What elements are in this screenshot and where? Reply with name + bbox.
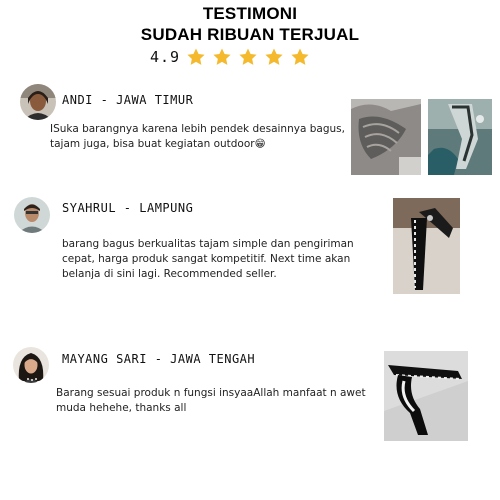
testimonial-text: Barang sesuai produk n fungsi insyaaAllah manfaat n awet muda hehehe, thanks all (56, 387, 366, 414)
testimonial-text: barang bagus berkualitas tajam simple dan pengiriman cepat, harga produk sangat kompetitif. Next time akan belanja di sini lagi. Recommended seller. (62, 238, 354, 280)
star-icon (290, 47, 310, 67)
star-icon (264, 47, 284, 67)
testimonial-text: ISuka barangnya karena lebih pendek desainnya bagus, tajam juga, bisa buat kegiatan outdoor😁 (50, 123, 345, 150)
product-photo (393, 198, 460, 294)
testimonial-name: MAYANG SARI - JAWA TENGAH (62, 352, 256, 366)
star-icon (186, 47, 206, 67)
rating-row (150, 47, 316, 67)
rating-value: 4.9 (150, 48, 181, 66)
testimonial-name: SYAHRUL - LAMPUNG (62, 201, 194, 215)
avatar (13, 347, 49, 383)
title-testimoni: TESTIMONI (202, 4, 298, 23)
avatar (14, 197, 50, 233)
star-icon (212, 47, 232, 67)
product-photo (384, 351, 468, 441)
testimonial-name: ANDI - JAWA TIMUR (62, 93, 194, 107)
product-photo (351, 99, 421, 175)
title-sold: SUDAH RIBUAN TERJUAL (140, 25, 360, 44)
avatar (20, 84, 56, 120)
product-photo (428, 99, 492, 175)
star-icon (238, 47, 258, 67)
